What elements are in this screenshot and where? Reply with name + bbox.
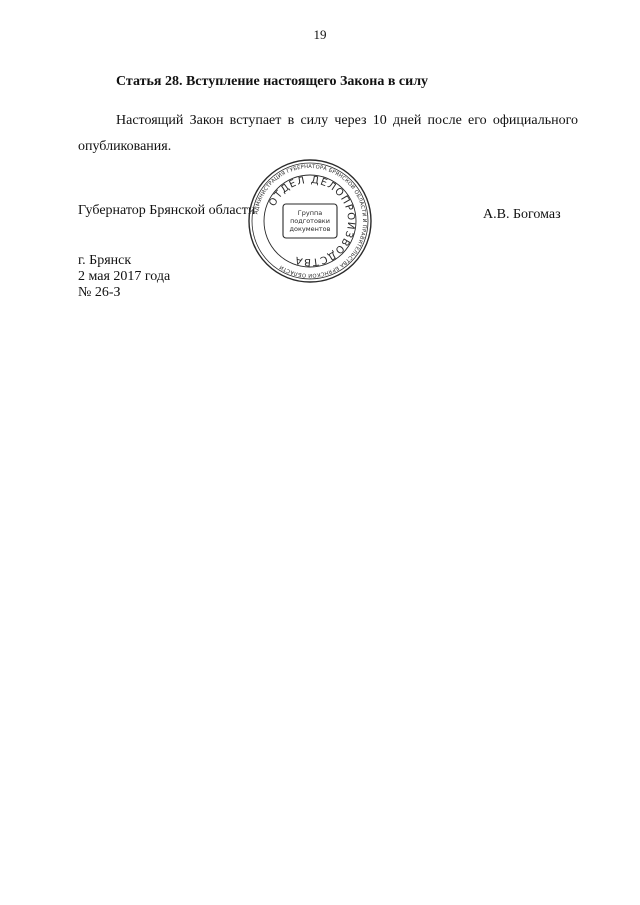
governor-position: Губернатор Брянской области — [78, 203, 256, 218]
place-date-block — [78, 253, 170, 301]
law-number: № 26-З — [78, 285, 121, 300]
seal-center-line-1: Группа — [297, 209, 323, 217]
seal-outer-text: АДМИНИСТРАЦИЯ ГУБЕРНАТОРА БРЯНСКОЙ ОБЛАСТИ И ПРАВИТЕЛЬСТВА БРЯНСКОЙ ОБЛАСТИ — [253, 163, 368, 279]
seal-center-line-3: документов — [289, 225, 331, 233]
article-title: Статья 28. Вступление настоящего Закона в силу — [116, 74, 429, 89]
date: 2 мая 2017 года — [78, 269, 171, 284]
governor-name: А.В. Богомаз — [483, 207, 561, 222]
seal-inner-text: ОТДЕЛ ДЕЛОПРОИЗВОДСТВА — [267, 174, 357, 268]
city: г. Брянск — [78, 253, 132, 268]
seal-center-line-2: подготовки — [290, 217, 330, 225]
article-body: Настоящий Закон вступает в силу через 10 дней после его официального опубликования. — [78, 113, 578, 154]
page-number: 19 — [313, 27, 327, 42]
official-seal — [247, 158, 373, 284]
